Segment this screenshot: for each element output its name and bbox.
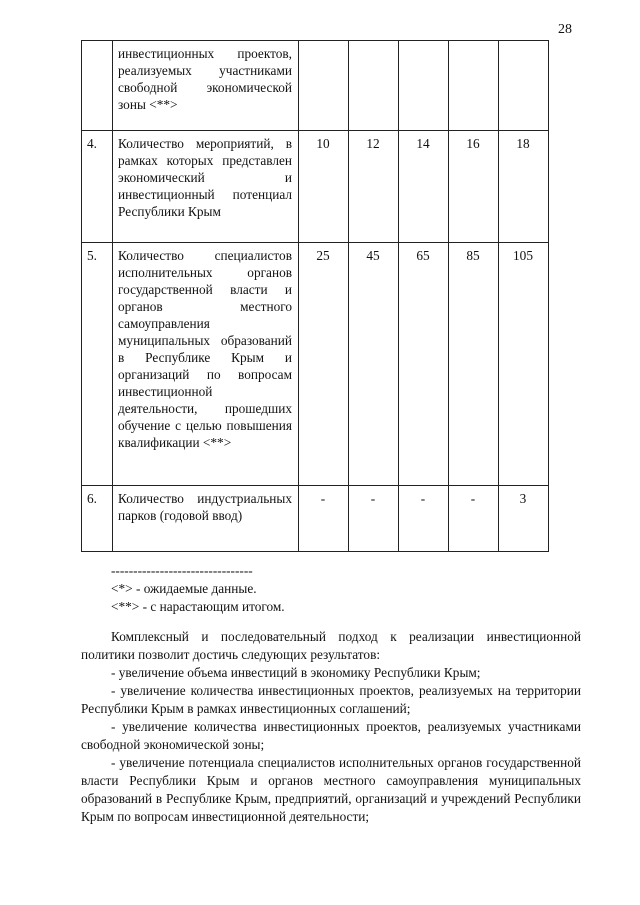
indicator-value: 65 bbox=[399, 243, 449, 486]
indicator-description: Количество специалистов исполнительных органов государственной власти и органов местного самоуправления муниципальных образований в Республике Крым и организаций по вопросам инвестиционной деятельности, прошедших обучение с целью повышения квалификации <**> bbox=[113, 243, 299, 486]
indicator-description: Количество индустриальных парков (годовой ввод) bbox=[113, 486, 299, 552]
paragraph: - увеличение количества инвестиционных проектов, реализуемых на территории Республики Крым в рамках инвестиционных соглашений; bbox=[81, 683, 581, 716]
indicator-value bbox=[499, 41, 549, 131]
indicator-value: 3 bbox=[499, 486, 549, 552]
footnote-expected: <*> - ожидаемые данные. bbox=[111, 581, 257, 596]
table-row bbox=[82, 41, 549, 131]
indicator-value: 25 bbox=[299, 243, 349, 486]
table-row bbox=[82, 243, 549, 486]
paragraph: - увеличение потенциала специалистов исполнительных органов государственной власти Республики Крым и органов местного самоуправления муниципальных образований в Республике Крым, предприятий, организаций и учреждений Республики Крым по вопросам инвестиционной деятельности; bbox=[81, 755, 581, 824]
paragraph: - увеличение количества инвестиционных проектов, реализуемых участниками свободной экономической зоны; bbox=[81, 719, 581, 752]
indicator-description: инвестиционных проектов, реализуемых участниками свободной экономической зоны <**> bbox=[113, 41, 299, 131]
indicator-description: Количество мероприятий, в рамках которых представлен экономический и инвестиционный потенциал Республики Крым bbox=[113, 131, 299, 243]
indicator-value: - bbox=[399, 486, 449, 552]
indicator-value: 85 bbox=[449, 243, 499, 486]
row-number: 6. bbox=[82, 486, 113, 552]
indicator-value: 12 bbox=[349, 131, 399, 243]
indicator-value: 10 bbox=[299, 131, 349, 243]
indicator-value: - bbox=[299, 486, 349, 552]
indicator-value: 105 bbox=[499, 243, 549, 486]
row-number bbox=[82, 41, 113, 131]
footnotes bbox=[111, 562, 285, 616]
indicator-value: - bbox=[449, 486, 499, 552]
body-text bbox=[81, 628, 581, 826]
indicator-value bbox=[349, 41, 399, 131]
indicator-value: 45 bbox=[349, 243, 399, 486]
footnote-rule: -------------------------------- bbox=[111, 563, 253, 578]
paragraph: Комплексный и последовательный подход к реализации инвестиционной политики позволит достичь следующих результатов: bbox=[81, 629, 581, 662]
indicator-value: 18 bbox=[499, 131, 549, 243]
indicator-value bbox=[299, 41, 349, 131]
indicator-value: - bbox=[349, 486, 399, 552]
row-number: 5. bbox=[82, 243, 113, 486]
table-row bbox=[82, 486, 549, 552]
row-number: 4. bbox=[82, 131, 113, 243]
indicators-table bbox=[81, 40, 549, 552]
footnote-cumulative: <**> - с нарастающим итогом. bbox=[111, 599, 285, 614]
indicator-value: 16 bbox=[449, 131, 499, 243]
indicator-value bbox=[399, 41, 449, 131]
table-row bbox=[82, 131, 549, 243]
paragraph: - увеличение объема инвестиций в экономику Республики Крым; bbox=[111, 665, 481, 680]
indicator-value: 14 bbox=[399, 131, 449, 243]
indicator-value bbox=[449, 41, 499, 131]
page-number: 28 bbox=[558, 22, 572, 37]
